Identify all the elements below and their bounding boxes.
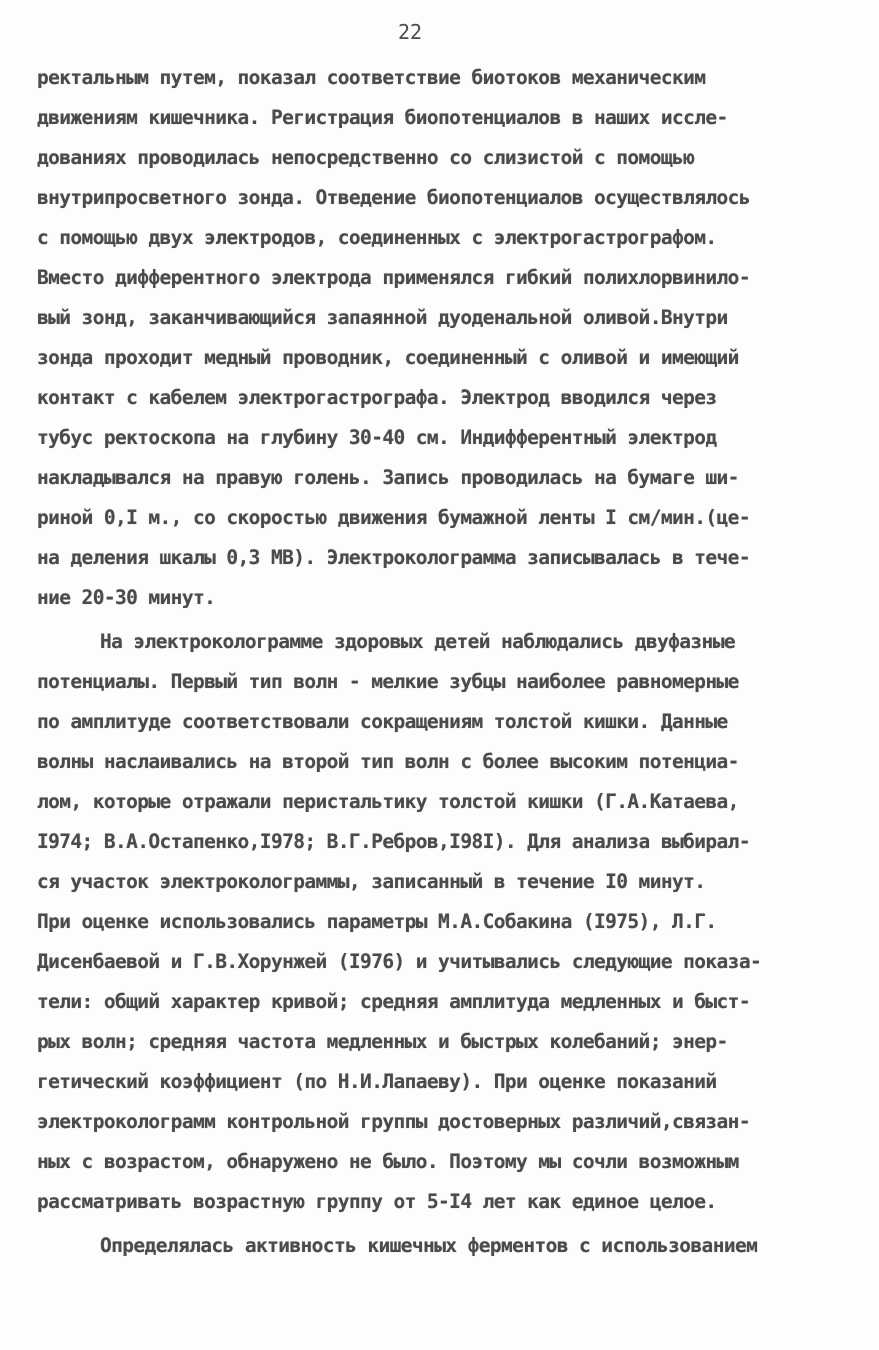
- text-line: рассматривать возрастную группу от 5-I4 лет как единое целое.: [37, 1190, 717, 1213]
- text-line: Определялась активность кишечных ферментов с использованием: [100, 1234, 758, 1257]
- text-line: ся участок электроколограммы, записанный в течение I0 минут.: [37, 870, 706, 893]
- text-line: контакт с кабелем электрогастрографа. Электрод вводился через: [37, 386, 717, 409]
- text-line: по амплитуде соответствовали сокращениям толстой кишки. Данные: [37, 710, 728, 733]
- text-line: тубус ректоскопа на глубину 30-40 см. Индифферентный электрод: [37, 426, 717, 449]
- text-line: ректальным путем, показал соответствие биотоков механическим: [37, 66, 706, 89]
- text-line: ние 20-30 минут.: [37, 586, 216, 609]
- text-line: электроколограмм контрольной группы достоверных различий,связан-: [37, 1110, 750, 1133]
- text-line: При оценке использовались параметры М.А.Собакина (I975), Л.Г.: [37, 910, 717, 933]
- text-line: рых волн; средняя частота медленных и быстрых колебаний; энер-: [37, 1030, 728, 1053]
- text-line: риной 0,I м., со скоростью движения бумажной ленты I см/мин.(це-: [37, 506, 750, 529]
- text-line: лом, которые отражали перистальтику толстой кишки (Г.А.Катаева,: [37, 790, 739, 813]
- page-number: 22: [397, 20, 423, 44]
- text-line: с помощью двух электродов, соединенных с электрогастрографом.: [37, 226, 717, 249]
- text-line: накладывался на правую голень. Запись проводилась на бумаге ши-: [37, 466, 739, 489]
- text-line: Дисенбаевой и Г.В.Хорунжей (I976) и учитывались следующие показа-: [37, 950, 762, 973]
- text-line: потенциалы. Первый тип волн - мелкие зубцы наиболее равномерные: [37, 670, 739, 693]
- text-line: внутрипросветного зонда. Отведение биопотенциалов осуществлялось: [37, 186, 750, 209]
- text-line: зонда проходит медный проводник, соединенный с оливой и имеющий: [37, 346, 739, 369]
- text-line: ных с возрастом, обнаружено не было. Поэтому мы сочли возможным: [37, 1150, 739, 1173]
- text-line: дованиях проводилась непосредственно со слизистой с помощью: [37, 146, 695, 169]
- text-line: тели: общий характер кривой; средняя амплитуда медленных и быст-: [37, 990, 750, 1013]
- text-line: движениям кишечника. Регистрация биопотенциалов в наших иссле-: [37, 106, 728, 129]
- text-line: I974; В.А.Остапенко,I978; В.Г.Ребров,I98I). Для анализа выбирал-: [37, 830, 750, 853]
- text-line: вый зонд, заканчивающийся запаянной дуоденальной оливой.Внутри: [37, 306, 728, 329]
- text-line: На электроколограмме здоровых детей наблюдались двуфазные: [100, 630, 735, 653]
- text-line: гетический коэффициент (по Н.И.Лапаеву). При оценке показаний: [37, 1070, 717, 1093]
- text-line: волны наслаивались на второй тип волн с более высоким потенциа-: [37, 750, 739, 773]
- text-line: на деления шкалы 0,3 МВ). Электроколограмма записывалась в тече-: [37, 546, 750, 569]
- text-line: Вместо дифферентного электрода применялся гибкий полихлорвинило-: [37, 266, 750, 289]
